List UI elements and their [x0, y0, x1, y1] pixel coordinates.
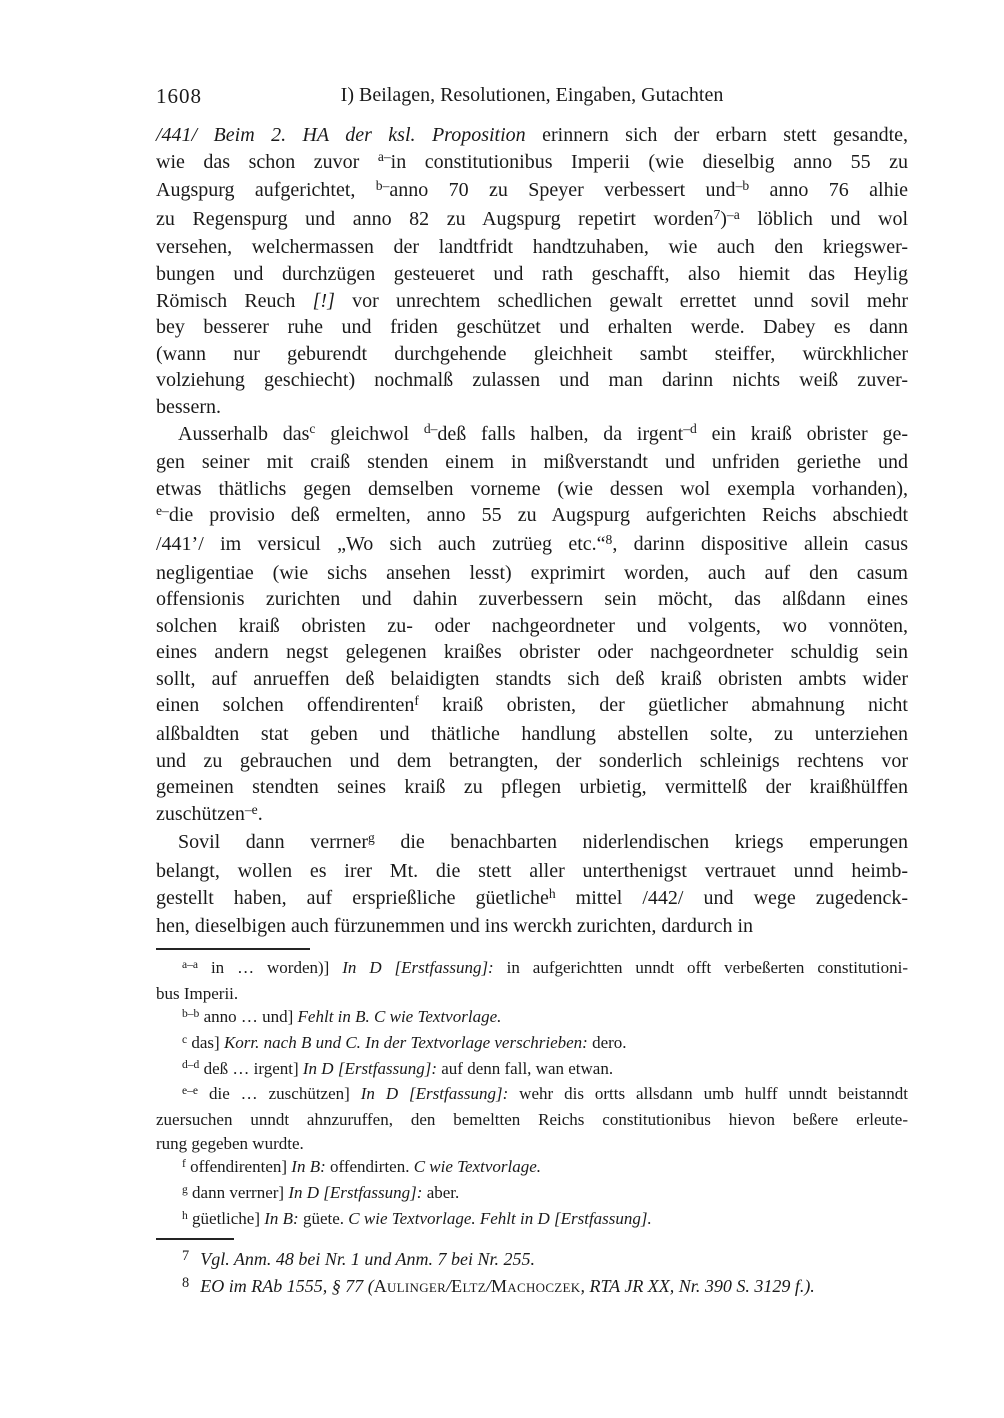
text-run: 8: [605, 531, 613, 547]
text-line: [156, 1108, 908, 1132]
text-run: offendirten.: [325, 1157, 414, 1177]
text-run: [!]: [312, 289, 335, 312]
text-run: negligentiae (wie sichs ansehen lesst) exprimirt worden, auch auf den casum: [156, 561, 908, 584]
text-run: Römisch Reuch: [156, 289, 313, 312]
letter-footnote: [156, 1207, 908, 1233]
text-run: wie das schon zuvor: [156, 150, 378, 173]
text-run: 7: [182, 1247, 190, 1264]
text-line: [156, 288, 908, 315]
page-number: 1608: [156, 84, 202, 108]
text-line: [156, 982, 908, 1006]
letter-footnote: [156, 1181, 908, 1207]
main-text: [156, 122, 908, 940]
text-line: [156, 421, 908, 450]
numbered-footnote: [156, 1274, 908, 1301]
text-run: gemeinen stendten seines kraiß zu pflegen urbietig, vermittelß der kraißhülffen: [156, 776, 908, 799]
letter-footnote: [156, 956, 908, 1005]
text-run: zuschützen: [156, 802, 245, 825]
text-run: aber.: [422, 1183, 460, 1203]
text-run: in constitutionibus Imperii (wie dieselbig anno 55 zu: [390, 150, 908, 173]
text-run: etwas thätlichs gegen demselben vorneme (wie dessen wol exempla vorhanden),: [156, 477, 908, 500]
text-run: (wann nur geburendt durchgehende gleichheit sambt steiffer, würckhlicher: [156, 342, 908, 365]
text-line: [156, 1005, 908, 1031]
text-line: [156, 1082, 908, 1108]
letter-footnote: [156, 1057, 908, 1083]
text-run: C wie Textvorlage. Fehlt in D [Erstfassung].: [348, 1208, 652, 1228]
text-run: Vgl. Anm. 48 bei Nr. 1 und Anm. 7 bei Nr. 255.: [200, 1248, 536, 1269]
text-line: [156, 149, 908, 178]
text-line: [156, 261, 908, 288]
text-line: [156, 774, 908, 801]
text-run: Fehlt in B. C wie Textvorlage.: [297, 1007, 502, 1027]
text-line: [156, 234, 908, 261]
text-line: [156, 748, 908, 775]
text-run: die … zuschützen]: [198, 1084, 361, 1104]
text-run: dero.: [587, 1032, 627, 1052]
text-run: gen seiner mit craiß stenden einem in mißverstandt und unfriden geriethe und: [156, 451, 908, 474]
numbered-footnote: [156, 1247, 908, 1274]
text-run: gleichwol: [315, 422, 424, 445]
text-run: In B:: [291, 1157, 326, 1177]
text-run: c: [309, 421, 316, 437]
text-line: [156, 531, 908, 560]
text-line: [156, 885, 908, 914]
text-run: –b: [735, 178, 750, 194]
numbered-footnotes-section: [156, 1247, 908, 1301]
text-line: [156, 341, 908, 368]
text-run: Eltz: [451, 1275, 486, 1296]
text-run: zuersuchen unndt ahnzuruffen, den bemeltten Reichs constitutionibus hievon beßere erleute-: [156, 1110, 908, 1130]
text-line: [156, 122, 908, 149]
text-run: –a: [726, 206, 740, 222]
text-run: h: [182, 1208, 188, 1222]
letter-footnotes-section: [156, 956, 908, 1233]
text-line: [156, 1247, 908, 1274]
text-run: 7: [713, 206, 721, 222]
text-run: In B:: [264, 1208, 299, 1228]
text-run: –d: [683, 421, 697, 437]
text-line: [156, 314, 908, 341]
text-run: ): [720, 207, 727, 230]
text-run: vor unrechtem schedlichen gewalt errettet unnd sovil mehr: [334, 289, 908, 312]
text-line: [156, 1031, 908, 1057]
text-run: Machoczek: [491, 1275, 581, 1296]
text-run: d–d: [182, 1058, 200, 1072]
text-run: volziehung geschiecht) nochmalß zulassen und man darinn nichts weiß zuver-: [156, 369, 908, 392]
text-run: ein kraiß obrister ge-: [696, 422, 908, 445]
text-line: [156, 666, 908, 693]
text-line: [156, 206, 908, 235]
text-run: das]: [187, 1032, 224, 1052]
text-run: güetliche]: [187, 1208, 265, 1228]
text-run: –e: [244, 801, 258, 817]
page-header: [156, 84, 908, 110]
text-line: [156, 586, 908, 613]
text-run: e–: [156, 503, 169, 519]
text-run: C wie Textvorlage.: [413, 1157, 542, 1177]
text-run: auf denn fall, wan etwan.: [437, 1058, 614, 1078]
text-run: 8: [182, 1274, 190, 1291]
text-run: anno … und]: [199, 1007, 298, 1027]
text-line: [156, 858, 908, 885]
text-run: , darinn dispositive allein casus: [612, 532, 909, 555]
text-line: [156, 1207, 908, 1233]
text-line: [156, 1057, 908, 1083]
text-line: [156, 721, 908, 748]
text-run: wehr dis ortts allsdann umb hulff unndt beistanndt: [508, 1084, 908, 1104]
text-run: /441/ Beim 2. HA der ksl. Proposition: [156, 124, 526, 146]
letter-footnote: [156, 1155, 908, 1181]
text-line: [156, 394, 908, 421]
text-run: offendirenten]: [185, 1157, 292, 1177]
text-run: hen, dieselbigen auch fürzunemmen und ins werckh zurichten, dardurch in: [156, 915, 754, 938]
text-run: f: [414, 693, 419, 709]
text-run: einen solchen offendirenten: [156, 694, 415, 717]
text-run: In D [Erstfassung]:: [288, 1183, 423, 1203]
text-run: anno 70 zu Speyer verbessert und: [389, 179, 736, 202]
text-run: und zu gebrauchen und dem betrangten, der sonderlich schleinigs rechtens vor: [156, 749, 908, 772]
text-run: die benachbarten niderlendischen kriegs emperungen: [374, 831, 908, 854]
text-run: in … worden)]: [198, 957, 343, 977]
text-line: [156, 639, 908, 666]
text-run: deß … irgent]: [199, 1058, 303, 1078]
text-run: anno 76 alhie: [749, 179, 908, 202]
text-run: alßbaldten stat geben und thätliche handlung abstellen solte, zu unterziehen: [156, 723, 908, 746]
text-run: erinnern sich der erbarn stett gesandte,: [525, 124, 909, 146]
text-line: [156, 560, 908, 587]
text-run: belangt, wollen es irer Mt. die stett aller unterthenigst vertrauet unnd heimb-: [156, 860, 908, 883]
text-line: [156, 476, 908, 503]
text-line: [156, 1155, 908, 1181]
text-run: gestellt haben, auf ersprießliche güetliche: [156, 886, 549, 909]
text-run: bungen und durchzügen gesteueret und rath geschafft, also hiemit das Heylig: [156, 262, 908, 285]
text-line: [156, 367, 908, 394]
text-run: bey besserer ruhe und friden geschützet und erhalten werde. Dabey es dann: [156, 316, 908, 339]
text-run: in aufgerichtten unndt offt verbeßerten constitutioni-: [493, 957, 908, 977]
text-line: [156, 502, 908, 531]
text-run: mittel /442/ und wege zugedenck-: [555, 886, 908, 909]
text-run: g: [182, 1182, 188, 1196]
text-line: [156, 956, 908, 982]
footnote-separator-rule: [156, 1238, 234, 1240]
text-run: güete.: [298, 1208, 349, 1228]
text-line: [156, 177, 908, 206]
text-run: , RTA JR XX, Nr. 390 S. 3129 f.).: [580, 1275, 815, 1296]
text-run: /441’/ im versicul „Wo sich auch zutrüeg etc.“: [156, 532, 606, 555]
text-run: EO im RAb 1555, § 77 (: [200, 1275, 374, 1296]
text-run: bus Imperii.: [156, 983, 239, 1003]
text-run: kraiß obristen, der güetlicher abmahnung nicht: [418, 694, 908, 717]
text-run: Augspurg aufgerichtet,: [156, 179, 376, 202]
text-run: /: [446, 1275, 452, 1296]
text-line: [156, 692, 908, 721]
letter-footnote: [156, 1005, 908, 1031]
text-run: versehen, welchermassen der landtfridt handtzuhaben, wie auch den kriegswer-: [156, 236, 908, 259]
text-run: a–: [377, 149, 391, 165]
text-line: [156, 449, 908, 476]
text-run: h: [548, 885, 556, 901]
text-run: dann verrner]: [187, 1183, 289, 1203]
text-run: g: [367, 830, 375, 846]
text-run: f: [182, 1157, 186, 1171]
text-run: solchen kraiß obristen zu- oder nachgeordneter und volgents, wo vonnöten,: [156, 614, 908, 637]
apparatus-separator-rule: [156, 948, 310, 950]
text-line: [156, 1132, 908, 1156]
body-paragraph: [156, 122, 908, 421]
text-line: [156, 613, 908, 640]
text-run: rung gegeben wurdte.: [156, 1133, 304, 1153]
text-run: d–: [423, 421, 438, 437]
text-line: [156, 801, 908, 830]
text-run: In D [Erstfassung]:: [342, 957, 494, 977]
text-run: offensionis zurichten und dahin zuverbessern sein möcht, das alßdann eines: [156, 588, 908, 611]
text-run: eines andern negst gelegenen kraißes obrister oder nachgeordneter schuldig sein: [156, 641, 908, 664]
text-run: Ausserhalb das: [178, 422, 310, 445]
text-run: b–: [375, 178, 390, 194]
text-run: c: [182, 1032, 188, 1046]
text-line: [156, 829, 908, 858]
text-line: [156, 913, 908, 940]
text-block: [156, 84, 908, 1301]
text-run: In D [Erstfassung]:: [360, 1084, 509, 1104]
body-paragraph: [156, 421, 908, 830]
body-paragraph: [156, 829, 908, 939]
text-run: In D [Erstfassung]:: [302, 1058, 438, 1078]
running-title: I) Beilagen, Resolutionen, Eingaben, Gutachten: [340, 84, 724, 106]
text-run: b–b: [182, 1007, 200, 1021]
text-run: bessern.: [156, 395, 221, 418]
text-run: Korr. nach B und C. In der Textvorlage verschrieben:: [223, 1032, 588, 1052]
text-line: [156, 1274, 908, 1301]
text-line: [156, 1181, 908, 1207]
text-run: .: [257, 802, 263, 825]
letter-footnote: [156, 1031, 908, 1057]
letter-footnote: [156, 1082, 908, 1155]
text-run: /: [485, 1275, 491, 1296]
text-run: deß falls halben, da irgent: [437, 422, 684, 445]
text-run: löblich und wol: [739, 207, 908, 230]
text-run: e–e: [182, 1084, 199, 1098]
text-run: die provisio deß ermelten, anno 55 zu Augspurg aufgerichten Reichs abschiedt: [168, 504, 908, 527]
text-run: Sovil dann verrner: [178, 831, 368, 854]
text-run: zu Regenspurg und anno 82 zu Augspurg repetirt worden: [156, 207, 714, 230]
text-run: sollt, auf anrueffen deß belaidigten standts sich deß kraiß obristen ambts wider: [156, 667, 908, 690]
text-run: Aulinger: [373, 1275, 447, 1296]
text-run: a–a: [182, 957, 199, 971]
